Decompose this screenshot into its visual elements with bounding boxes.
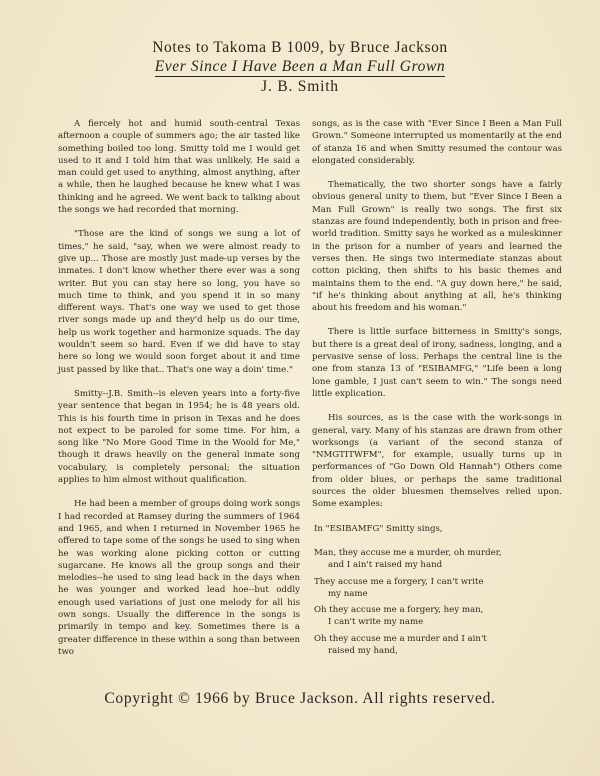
right-column [312,118,562,657]
verse-line: Oh they accuse me a murder and I ain't [314,633,487,644]
verse-line: Oh they accuse me a forgery, hey man, [314,605,484,616]
paragraph: There is little surface bitterness in Smitty's songs, but there is a great deal of irony, sadness, longing, and a pervasive sense of loss. Perhaps the central line is the one from stanza 13 of "ESIBAMFG," "Life been a long lone gamble, I just can't seem to win." The songs need little explication. [312,327,562,399]
artist-name: J. B. Smith [261,78,339,95]
verse-block [312,547,562,657]
album-title: Ever Since I Have Been a Man Full Grown [154,58,446,75]
copyright-notice: Copyright © 1966 by Bruce Jackson. All rights reserved. [104,690,496,707]
paragraph: "Those are the kind of songs we sung a lot of times," he said, "say, when we were almost ready to give up... Those are mostly just made-up verses by the inmates. I don't know whether there ever was a song writer. But you can stay here so long, you have so much time to think, and you spend it in so many different ways. That's one way we used to get those river songs made up and they'd help us do our time, help us work together and harmonize squads. The day wouldn't seem so hard. Even if we did have to stay here so long we would soon forget about it and time just passed by like that.. That's one way a doin' time." [58,229,300,375]
paragraph: Thematically, the two shorter songs have a fairly obvious general unity to them, but "Ever Since I Been a Man Full Grown" is really two songs. The first six stanzas are found independently, both in prison and free-world tradition. Smitty says he worked as a muleskinner in the prison for a number of years and learned the verses then. He sings two intermediate stanzas about cotton picking, then shifts to his basic themes and maintains them to the end. "A guy down here," he said, "if he's thinking about anything at all, he's thinking about his freedom and his woman." [312,180,562,314]
verse-line: my name [328,588,368,599]
examples-lead: In "ESIBAMFG" Smitty sings, [314,523,443,534]
lyric-examples [312,523,562,658]
verse-line: Man, they accuse me a murder, oh murder, [314,547,502,558]
left-column [58,118,300,670]
verse-line: and I ain't raised my hand [328,560,443,571]
page-header [0,38,600,96]
paragraph: His sources, as is the case with the work-songs in general, vary. Many of his stanzas are drawn from other worksongs (a variant of the second stanza of "NMGTITWFM", for example, usually turns up in performances of "Go Down Old Hannah") Others come from older blues, or perhaps the same traditional sources the older bluesmen themselves relied upon. Some examples: [312,413,562,510]
notes-title: Notes to Takoma B 1009, by Bruce Jackson [152,39,448,56]
verse-line: I can't write my name [328,617,424,628]
paragraph: A fiercely hot and humid south-central Texas afternoon a couple of summers ago; the air tasted like something boiled too long. Smitty told me I would get used to it and I told him that was unlikely. He said a man could get used to anything, almost anything, after a while, then he laughed because he knew what I was thinking and he agreed. We went back to talking about the songs we had recorded that morning. [58,119,300,216]
paragraph: Smitty--J.B. Smith--is eleven years into a forty-five year sentence that began in 1954; he is 48 years old. This is his fourth time in prison in Texas and he does not expect to be paroled for some time. For him, a song like "No More Good Time in the Woold for Me," though it draws heavily on the general inmate song vocabulary, is completely personal; the situation applies to him almost without qualification. [58,388,300,486]
verse-line: They accuse me a forgery, I can't write [314,576,484,587]
paragraph: He had been a member of groups doing work songs I had recorded at Ramsey during the summers of 1964 and 1965, and when I returned in November 1965 he offered to tape some of the songs he used to sing when he was working alone picking cotton or cutting sugarcane. He knows all the group songs and their melodies--he used to sing lead back in the days when he was younger and worked lead hoe--but oddly enough used variations of just one melody for all his own songs. Usually the difference in the songs is primarily in tempo and key. Sometimes there is a greater difference in these within a song than between two [58,499,300,657]
verse-line: raised my hand, [328,645,398,656]
paragraph: songs, as is the case with "Ever Since I Been a Man Full Grown." Someone interrupted us momentarily at the end of stanza 16 and when Smitty resumed the contour was elongated considerably. [312,119,562,166]
